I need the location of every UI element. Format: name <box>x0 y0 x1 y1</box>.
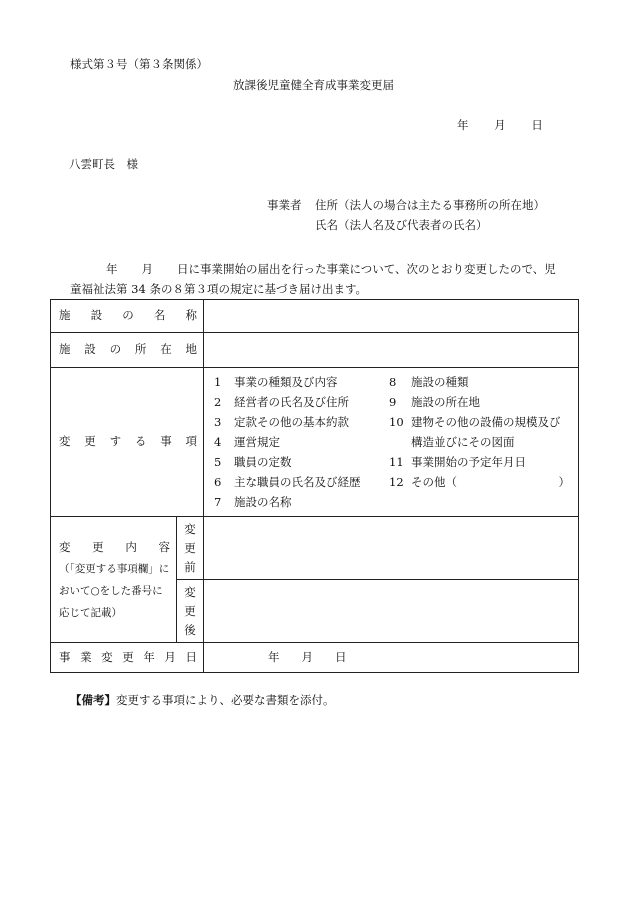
row-change-items <box>51 368 579 517</box>
item-text: 構造並びにその図面 <box>411 435 515 449</box>
change-items-char: 更 <box>84 434 96 449</box>
item-text: 施設の所在地 <box>411 395 480 409</box>
item-number: 6 <box>214 475 222 489</box>
address-note: （法人の場合は主たる事務所の所在地） <box>338 198 545 212</box>
change-date-label <box>51 643 204 673</box>
facility-location-char: 設 <box>84 342 96 357</box>
facility-location-field[interactable] <box>204 333 579 368</box>
before-char-3: 前 <box>184 559 196 574</box>
after-char-1: 変 <box>184 584 196 599</box>
remarks-text: 変更する事項により、必要な書類を添付。 <box>116 693 335 707</box>
change-date-month: 月 <box>301 649 313 664</box>
change-items-label <box>51 368 204 517</box>
contents-note-1: （「変更する事項欄」に <box>59 562 170 575</box>
change-contents-label <box>51 517 177 643</box>
after-char-3: 後 <box>184 622 196 637</box>
applicant-block <box>267 199 545 239</box>
facility-location-char: 地 <box>185 342 197 357</box>
body-line2: 童福祉法第 34 条の８第３項の規定に基づき届け出ます。 <box>70 282 368 296</box>
change-items-list <box>204 368 579 517</box>
facility-location-char: 施 <box>59 342 71 357</box>
item-number: 4 <box>214 435 222 449</box>
item-text: その他（ <box>411 475 457 489</box>
facility-name-char: 施 <box>59 308 71 323</box>
change-items-char: す <box>109 434 122 449</box>
item-number: 9 <box>389 395 397 409</box>
notification-text <box>70 259 570 299</box>
contents-note-2: おいて○をした番号に <box>59 584 163 597</box>
change-date-char: 日 <box>185 649 197 664</box>
item-number <box>389 492 411 512</box>
address-label: 住所 <box>315 198 338 212</box>
facility-location-char: 所 <box>134 342 147 357</box>
item-text: 職員の定数 <box>234 455 292 469</box>
item-text <box>411 472 578 492</box>
change-items-char: 変 <box>59 434 71 449</box>
row-before <box>51 517 579 580</box>
body-month: 月 <box>141 262 153 276</box>
change-date-char: 業 <box>80 649 92 664</box>
before-field[interactable] <box>204 517 579 580</box>
facility-location-label <box>51 333 204 368</box>
date-year: 年 <box>457 118 469 132</box>
contents-note-3: 応じて記載） <box>59 606 122 619</box>
item-text: 建物その他の設備の規模及び <box>411 415 561 429</box>
item-number: 2 <box>214 395 222 409</box>
facility-name-label <box>51 300 204 333</box>
change-date-year: 年 <box>268 649 280 664</box>
after-label <box>177 580 204 643</box>
item-text: 事業開始の予定年月日 <box>411 455 526 469</box>
item-text: 施設の名称 <box>234 495 292 509</box>
row-facility-name <box>51 300 579 333</box>
item-text <box>411 492 578 512</box>
change-date-char: 年 <box>143 649 155 664</box>
contents-char: 容 <box>158 539 170 554</box>
facility-location-char: の <box>109 342 122 357</box>
change-notification-table <box>50 299 579 673</box>
change-date-field[interactable] <box>204 643 579 673</box>
change-date-char: 事 <box>59 649 71 664</box>
document-title: 放課後児童健全育成事業変更届 <box>233 78 394 92</box>
body-line1: 日に事業開始の届出を行った事業について、次のとおり変更したので、児 <box>177 262 556 276</box>
item-text: 運営規定 <box>234 435 280 449</box>
facility-name-char: 設 <box>90 308 103 323</box>
item-number: 1 <box>214 375 222 389</box>
item-number <box>389 432 411 452</box>
row-change-date <box>51 643 579 673</box>
before-char-2: 更 <box>184 540 196 555</box>
date-month: 月 <box>494 118 506 132</box>
addressee: 八雲町長 様 <box>69 157 138 171</box>
before-label <box>177 517 204 580</box>
change-date-day: 日 <box>335 649 347 664</box>
change-date-char: 月 <box>164 649 176 664</box>
remarks-label: 【備考】 <box>70 693 116 707</box>
applicant-role: 事業者 <box>267 198 302 212</box>
change-items-char: る <box>134 434 147 449</box>
after-char-2: 更 <box>184 603 196 618</box>
change-date-char: 更 <box>122 649 134 664</box>
change-items-char: 事 <box>160 434 172 449</box>
contents-char: 変 <box>59 539 71 554</box>
item-number: 3 <box>214 415 222 429</box>
item-number: 8 <box>389 375 397 389</box>
change-date-char: 変 <box>101 649 113 664</box>
remarks <box>70 694 335 708</box>
before-char-1: 変 <box>184 521 196 536</box>
name-label: 氏名 <box>315 218 338 232</box>
facility-name-char: 名 <box>153 308 166 323</box>
item-number: 7 <box>214 495 222 509</box>
change-items-char: 項 <box>185 434 197 449</box>
item-number: 11 <box>389 455 404 469</box>
other-close-paren: ） <box>558 475 570 489</box>
after-field[interactable] <box>204 580 579 643</box>
contents-char: 更 <box>92 539 104 554</box>
item-number: 5 <box>214 455 222 469</box>
item-text: 主な職員の氏名及び経歴 <box>234 475 361 489</box>
facility-location-char: 在 <box>160 342 172 357</box>
item-number: 10 <box>389 415 404 429</box>
date-day: 日 <box>531 118 543 132</box>
name-note: （法人名及び代表者の氏名） <box>338 218 488 232</box>
item-text: 経営者の氏名及び住所 <box>234 395 349 409</box>
facility-name-char: の <box>122 308 134 323</box>
facility-name-char: 称 <box>185 308 197 323</box>
form-number: 様式第３号（第３条関係） <box>70 57 208 71</box>
contents-char: 内 <box>125 539 137 554</box>
item-text: 事業の種類及び内容 <box>234 375 338 389</box>
facility-name-field[interactable] <box>204 300 579 333</box>
submission-date <box>457 119 543 133</box>
body-year: 年 <box>106 262 118 276</box>
row-facility-location <box>51 333 579 368</box>
item-number: 12 <box>389 475 404 489</box>
item-text: 施設の種類 <box>411 375 469 389</box>
item-text: 定款その他の基本約款 <box>234 415 349 429</box>
